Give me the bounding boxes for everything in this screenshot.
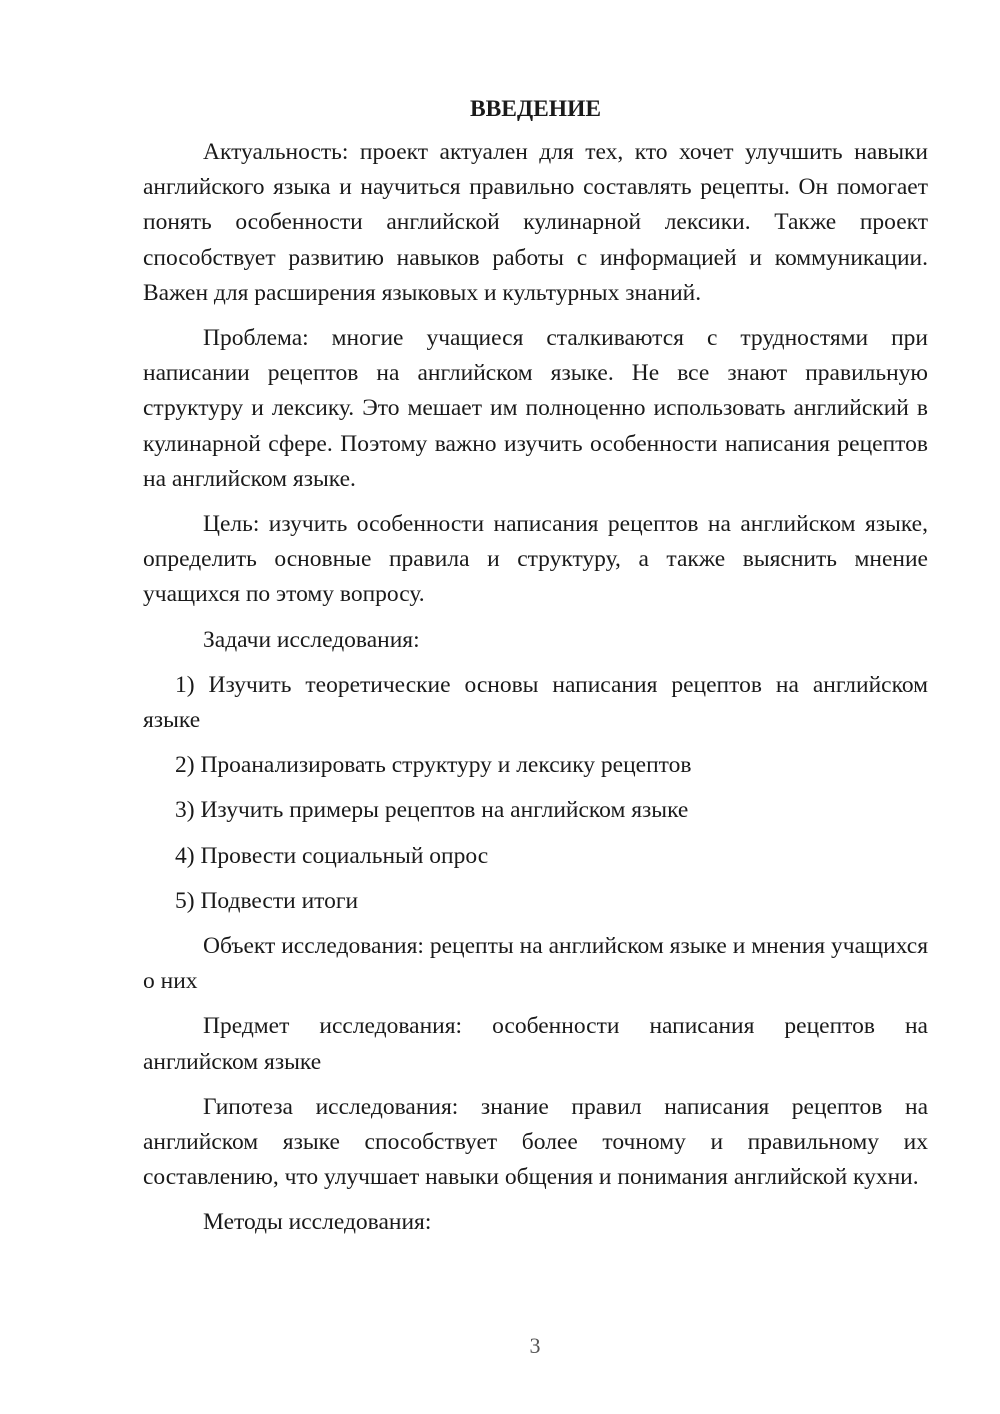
task-item: 5) Подвести итоги [175,887,359,914]
task-item: 2) Проанализировать структуру и лексику рецептов [175,752,692,779]
tasks-heading: Задачи исследования: [203,626,420,653]
paragraph-goal: Цель: изучить особенности написания рецептов на английском языке, определить основные правила и структуру, а также выяснить мнение учащихся по этому вопросу. [143,511,928,608]
paragraph-subject: Предмет исследования: особенности написания рецептов на английском языке [143,1013,928,1075]
page-number: 3 [529,1333,541,1358]
paragraph-relevance: Актуальность: проект актуален для тех, кто хочет улучшить навыки английского языка и научиться правильно составлять рецепты. Он помогает понять особенности английской кулинарной лексики. Также проект способствует развитию навыков работы с информацией и коммуникации. Важен для расширения языковых и культурных знаний. [143,139,928,306]
task-item: 3) Изучить примеры рецептов на английском языке [175,797,689,824]
methods-heading: Методы исследования: [203,1209,432,1236]
paragraph-hypothesis: Гипотеза исследования: знание правил написания рецептов на английском языке способствует более точному и правильному их составлению, что улучшает навыки общения и понимания английской кухни. [143,1093,928,1191]
paragraph-object: Объект исследования: рецепты на английском языке и мнения учащихся о них [143,933,928,995]
section-title: ВВЕДЕНИЕ [469,96,602,122]
page-content [143,92,928,1251]
task-item: 1) Изучить теоретические основы написания рецептов на английском языке [143,671,928,734]
task-item: 4) Провести социальный опрос [175,842,489,869]
paragraph-problem: Проблема: многие учащиеся сталкиваются с трудностями при написании рецептов на английском языке. Не все знают правильную структуру и лексику. Это мешает им полноценно использовать английский в кулинарной сфере. Поэтому важно изучить особенности написания рецептов на английском языке. [143,325,928,492]
